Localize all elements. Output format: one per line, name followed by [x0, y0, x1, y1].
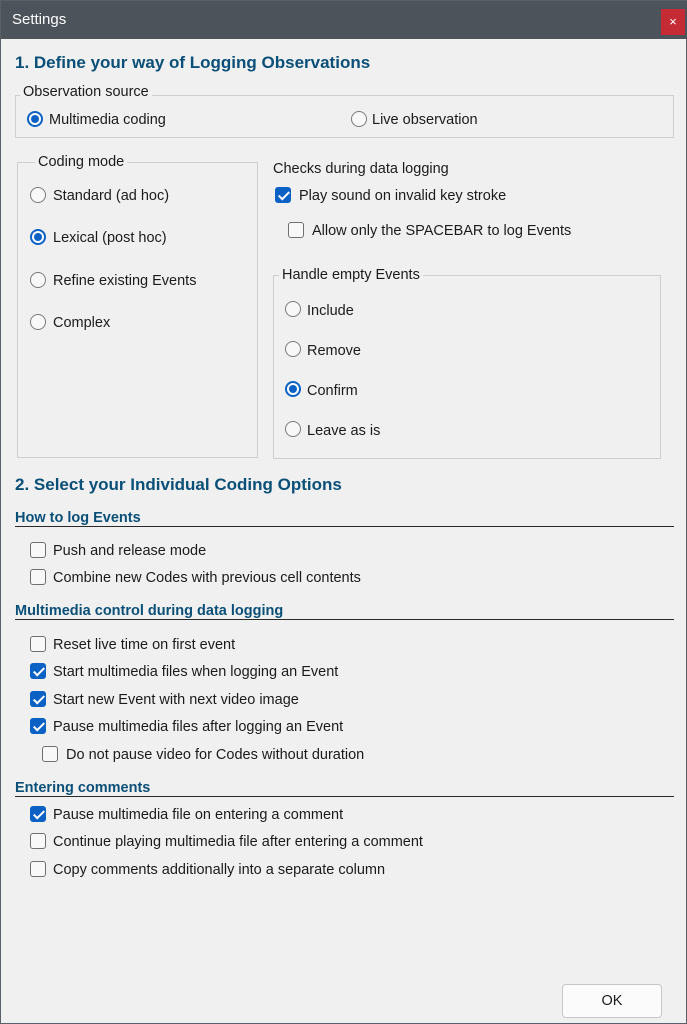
section-2-heading: 2. Select your Individual Coding Options — [15, 475, 342, 494]
reset-live-time-checkbox[interactable] — [30, 636, 46, 652]
spacebar-only-label[interactable]: Allow only the SPACEBAR to log Events — [312, 223, 572, 239]
pause-on-comment-checkbox[interactable] — [30, 806, 46, 822]
no-pause-video-label[interactable]: Do not pause video for Codes without duration — [66, 747, 365, 763]
combine-codes-label[interactable]: Combine new Codes with previous cell contents — [53, 570, 361, 586]
coding-mode-refine-label[interactable]: Refine existing Events — [53, 273, 197, 289]
copy-comments-checkbox[interactable] — [30, 861, 46, 877]
observation-source-legend: Observation source — [20, 84, 152, 100]
comments-heading: Entering comments — [15, 780, 151, 796]
ok-button[interactable]: OK — [562, 984, 662, 1018]
combine-codes-checkbox[interactable] — [30, 569, 46, 585]
pause-multimedia-label[interactable]: Pause multimedia files after logging an Event — [53, 719, 344, 735]
coding-mode-standard-label[interactable]: Standard (ad hoc) — [53, 188, 170, 204]
start-multimedia-label[interactable]: Start multimedia files when logging an Event — [53, 664, 339, 680]
coding-mode-complex-label[interactable]: Complex — [53, 315, 111, 331]
coding-mode-refine-radio[interactable] — [30, 272, 46, 288]
empty-events-include-radio[interactable] — [285, 301, 301, 317]
reset-live-time-label[interactable]: Reset live time on first event — [53, 637, 236, 653]
title-bar[interactable] — [1, 1, 687, 39]
checks-heading: Checks during data logging — [273, 161, 449, 177]
live-observation-radio[interactable] — [351, 111, 367, 127]
coding-mode-standard-radio[interactable] — [30, 187, 46, 203]
push-release-label[interactable]: Push and release mode — [53, 543, 207, 559]
coding-mode-lexical-label[interactable]: Lexical (post hoc) — [53, 230, 167, 246]
live-observation-label[interactable]: Live observation — [372, 112, 478, 128]
multimedia-coding-label[interactable]: Multimedia coding — [49, 112, 166, 128]
continue-playing-label[interactable]: Continue playing multimedia file after entering a comment — [53, 834, 423, 850]
how-to-log-heading: How to log Events — [15, 510, 141, 526]
close-button[interactable]: × — [661, 9, 685, 35]
empty-events-leave-radio[interactable] — [285, 421, 301, 437]
empty-events-legend: Handle empty Events — [279, 267, 423, 283]
coding-mode-lexical-radio[interactable] — [30, 229, 46, 245]
no-pause-video-checkbox[interactable] — [42, 746, 58, 762]
multimedia-control-divider — [15, 619, 674, 620]
empty-events-include-label[interactable]: Include — [307, 303, 354, 319]
pause-multimedia-checkbox[interactable] — [30, 718, 46, 734]
multimedia-control-heading: Multimedia control during data logging — [15, 603, 284, 619]
empty-events-remove-label[interactable]: Remove — [307, 343, 361, 359]
coding-mode-complex-radio[interactable] — [30, 314, 46, 330]
pause-on-comment-label[interactable]: Pause multimedia file on entering a comment — [53, 807, 344, 823]
empty-events-confirm-radio[interactable] — [285, 381, 301, 397]
continue-playing-checkbox[interactable] — [30, 833, 46, 849]
next-video-image-label[interactable]: Start new Event with next video image — [53, 692, 299, 708]
spacebar-only-checkbox[interactable] — [288, 222, 304, 238]
play-sound-checkbox[interactable] — [275, 187, 291, 203]
window-title: Settings — [12, 11, 67, 28]
start-multimedia-checkbox[interactable] — [30, 663, 46, 679]
copy-comments-label[interactable]: Copy comments additionally into a separate column — [53, 862, 386, 878]
empty-events-leave-label[interactable]: Leave as is — [307, 423, 381, 439]
coding-mode-legend: Coding mode — [35, 154, 127, 170]
empty-events-remove-radio[interactable] — [285, 341, 301, 357]
empty-events-confirm-label[interactable]: Confirm — [307, 383, 358, 399]
section-1-heading: 1. Define your way of Logging Observations — [15, 53, 371, 72]
comments-divider — [15, 796, 674, 797]
coding-mode-group — [17, 162, 258, 458]
next-video-image-checkbox[interactable] — [30, 691, 46, 707]
play-sound-label[interactable]: Play sound on invalid key stroke — [299, 188, 507, 204]
push-release-checkbox[interactable] — [30, 542, 46, 558]
multimedia-coding-radio[interactable] — [27, 111, 43, 127]
how-to-log-divider — [15, 526, 674, 527]
